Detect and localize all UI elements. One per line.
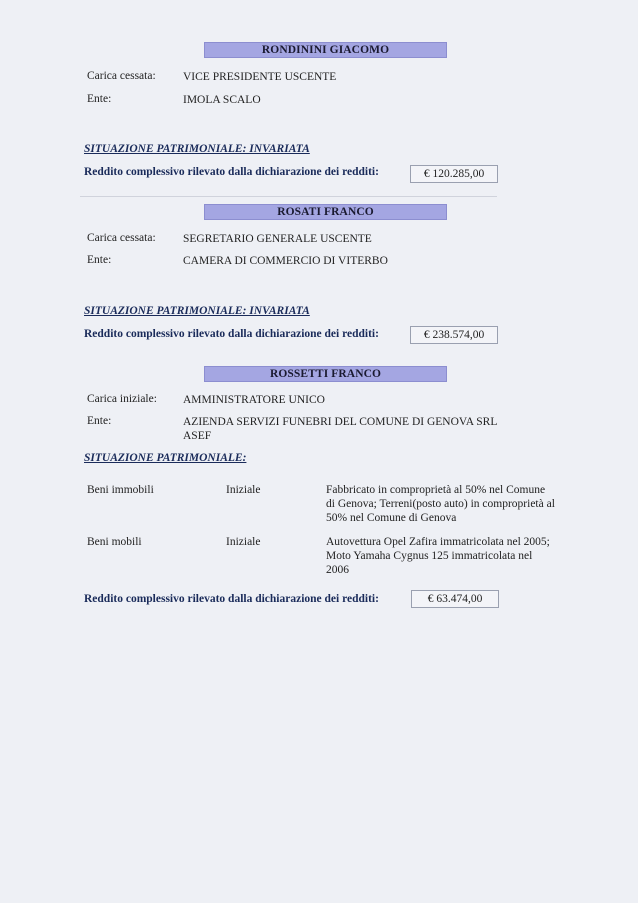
- income-amount-box: € 120.285,00: [410, 165, 498, 183]
- asset-description-line: di Genova; Terreni(posto auto) in comproprietà al: [326, 498, 555, 510]
- entity-label: Ente:: [87, 254, 112, 266]
- entity-value-line-1: AZIENDA SERVIZI FUNEBRI DEL COMUNE DI GENOVA SRL: [183, 416, 498, 428]
- income-label: Reddito complessivo rilevato dalla dichiarazione dei redditi:: [84, 328, 379, 340]
- asset-situation-heading: SITUAZIONE PATRIMONIALE: INVARIATA: [84, 143, 310, 155]
- asset-description-line: Autovettura Opel Zafira immatricolata nel 2005;: [326, 536, 550, 548]
- asset-category: Beni immobili: [87, 484, 154, 496]
- asset-status: Iniziale: [226, 484, 261, 496]
- role-value: AMMINISTRATORE UNICO: [183, 394, 325, 406]
- role-value: SEGRETARIO GENERALE USCENTE: [183, 233, 372, 245]
- role-label: Carica cessata:: [87, 70, 156, 82]
- person-name-header: ROSSETTI FRANCO: [204, 366, 447, 382]
- role-label: Carica iniziale:: [87, 393, 157, 405]
- asset-description-line: 2006: [326, 564, 349, 576]
- entity-value: CAMERA DI COMMERCIO DI VITERBO: [183, 255, 388, 267]
- asset-situation-heading: SITUAZIONE PATRIMONIALE: INVARIATA: [84, 305, 310, 317]
- asset-situation-heading: SITUAZIONE PATRIMONIALE:: [84, 452, 247, 464]
- income-amount-box: € 238.574,00: [410, 326, 498, 344]
- entity-value: IMOLA SCALO: [183, 94, 261, 106]
- income-label: Reddito complessivo rilevato dalla dichiarazione dei redditi:: [84, 166, 379, 178]
- asset-category: Beni mobili: [87, 536, 142, 548]
- person-name-header: RONDININI GIACOMO: [204, 42, 447, 58]
- asset-description-line: 50% nel Comune di Genova: [326, 512, 457, 524]
- income-label: Reddito complessivo rilevato dalla dichiarazione dei redditi:: [84, 593, 379, 605]
- entity-label: Ente:: [87, 93, 112, 105]
- asset-description-line: Moto Yamaha Cygnus 125 immatricolata nel: [326, 550, 533, 562]
- role-value: VICE PRESIDENTE USCENTE: [183, 71, 337, 83]
- asset-status: Iniziale: [226, 536, 261, 548]
- income-amount-box: € 63.474,00: [411, 590, 499, 608]
- role-label: Carica cessata:: [87, 232, 156, 244]
- entity-value-line-2: ASEF: [183, 430, 212, 442]
- asset-description-line: Fabbricato in comproprietà al 50% nel Comune: [326, 484, 546, 496]
- person-name-header: ROSATI FRANCO: [204, 204, 447, 220]
- section-divider: [80, 196, 497, 197]
- entity-label: Ente:: [87, 415, 112, 427]
